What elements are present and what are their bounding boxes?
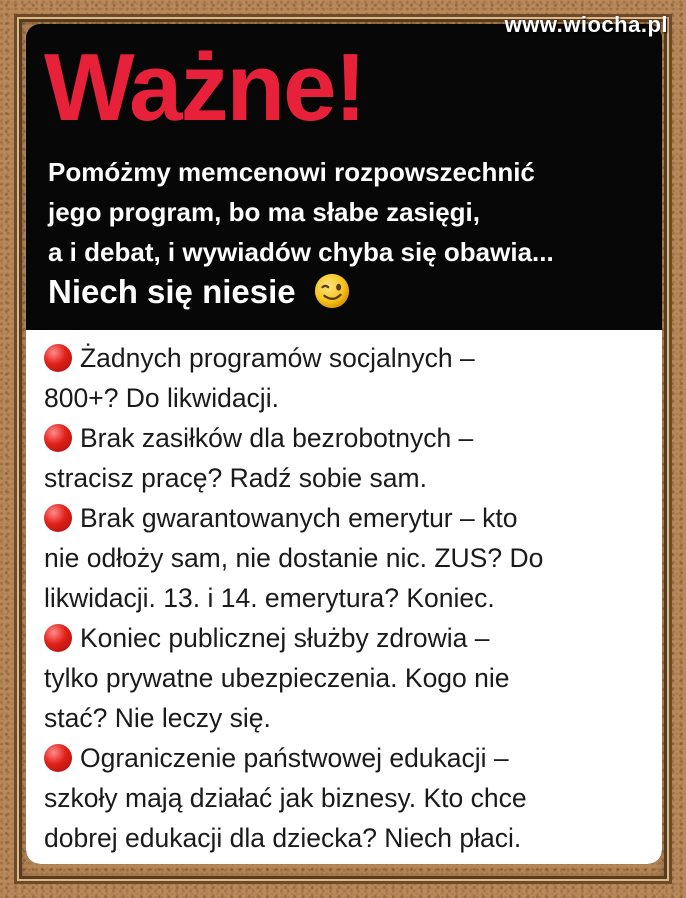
- list-item-text: nie odłoży sam, nie dostanie nic. ZUS? Do: [44, 543, 544, 573]
- list-item: [44, 338, 654, 418]
- list-item: [44, 618, 654, 738]
- meme-card: [26, 24, 662, 864]
- list-item: [44, 418, 654, 498]
- tagline: [48, 272, 351, 313]
- list-item-text: Żadnych programów socjalnych –: [80, 343, 475, 373]
- red-circle-icon: [44, 744, 72, 772]
- list-item-text: dobrej edukacji dla dziecka? Niech płaci.: [44, 823, 522, 853]
- list-item-text: likwidacji. 13. i 14. emerytura? Koniec.: [44, 583, 495, 613]
- subheadline: [48, 152, 648, 272]
- list-item-text: stracisz pracę? Radź sobie sam.: [44, 463, 427, 493]
- subhead-line: a i debat, i wywiadów chyba się obawia...: [48, 237, 554, 267]
- list-item-text: Brak gwarantowanych emerytur – kto: [80, 503, 518, 533]
- watermark: www.wiocha.pl: [504, 12, 668, 37]
- subhead-line: jego program, bo ma słabe zasięgi,: [48, 197, 481, 227]
- headline: Ważne!: [44, 34, 365, 141]
- list-item-text: Brak zasiłków dla bezrobotnych –: [80, 423, 474, 453]
- list-item-text: 800+? Do likwidacji.: [44, 383, 279, 413]
- list-item: [44, 738, 654, 858]
- program-list: [44, 338, 654, 858]
- red-circle-icon: [44, 344, 72, 372]
- red-circle-icon: [44, 624, 72, 652]
- list-item: [44, 498, 654, 618]
- subhead-line: Pomóżmy memcenowi rozpowszechnić: [48, 157, 535, 187]
- list-item-text: stać? Nie leczy się.: [44, 703, 271, 733]
- tagline-text: Niech się niesie: [48, 273, 296, 310]
- winking-face-icon: [313, 272, 351, 310]
- list-item-text: tylko prywatne ubezpieczenia. Kogo nie: [44, 663, 510, 693]
- list-item-text: szkoły mają działać jak biznesy. Kto chce: [44, 783, 527, 813]
- red-circle-icon: [44, 424, 72, 452]
- list-item-text: Ograniczenie państwowej edukacji –: [80, 743, 509, 773]
- red-circle-icon: [44, 504, 72, 532]
- program-list-panel: [26, 330, 662, 864]
- list-item-text: Koniec publicznej służby zdrowia –: [80, 623, 490, 653]
